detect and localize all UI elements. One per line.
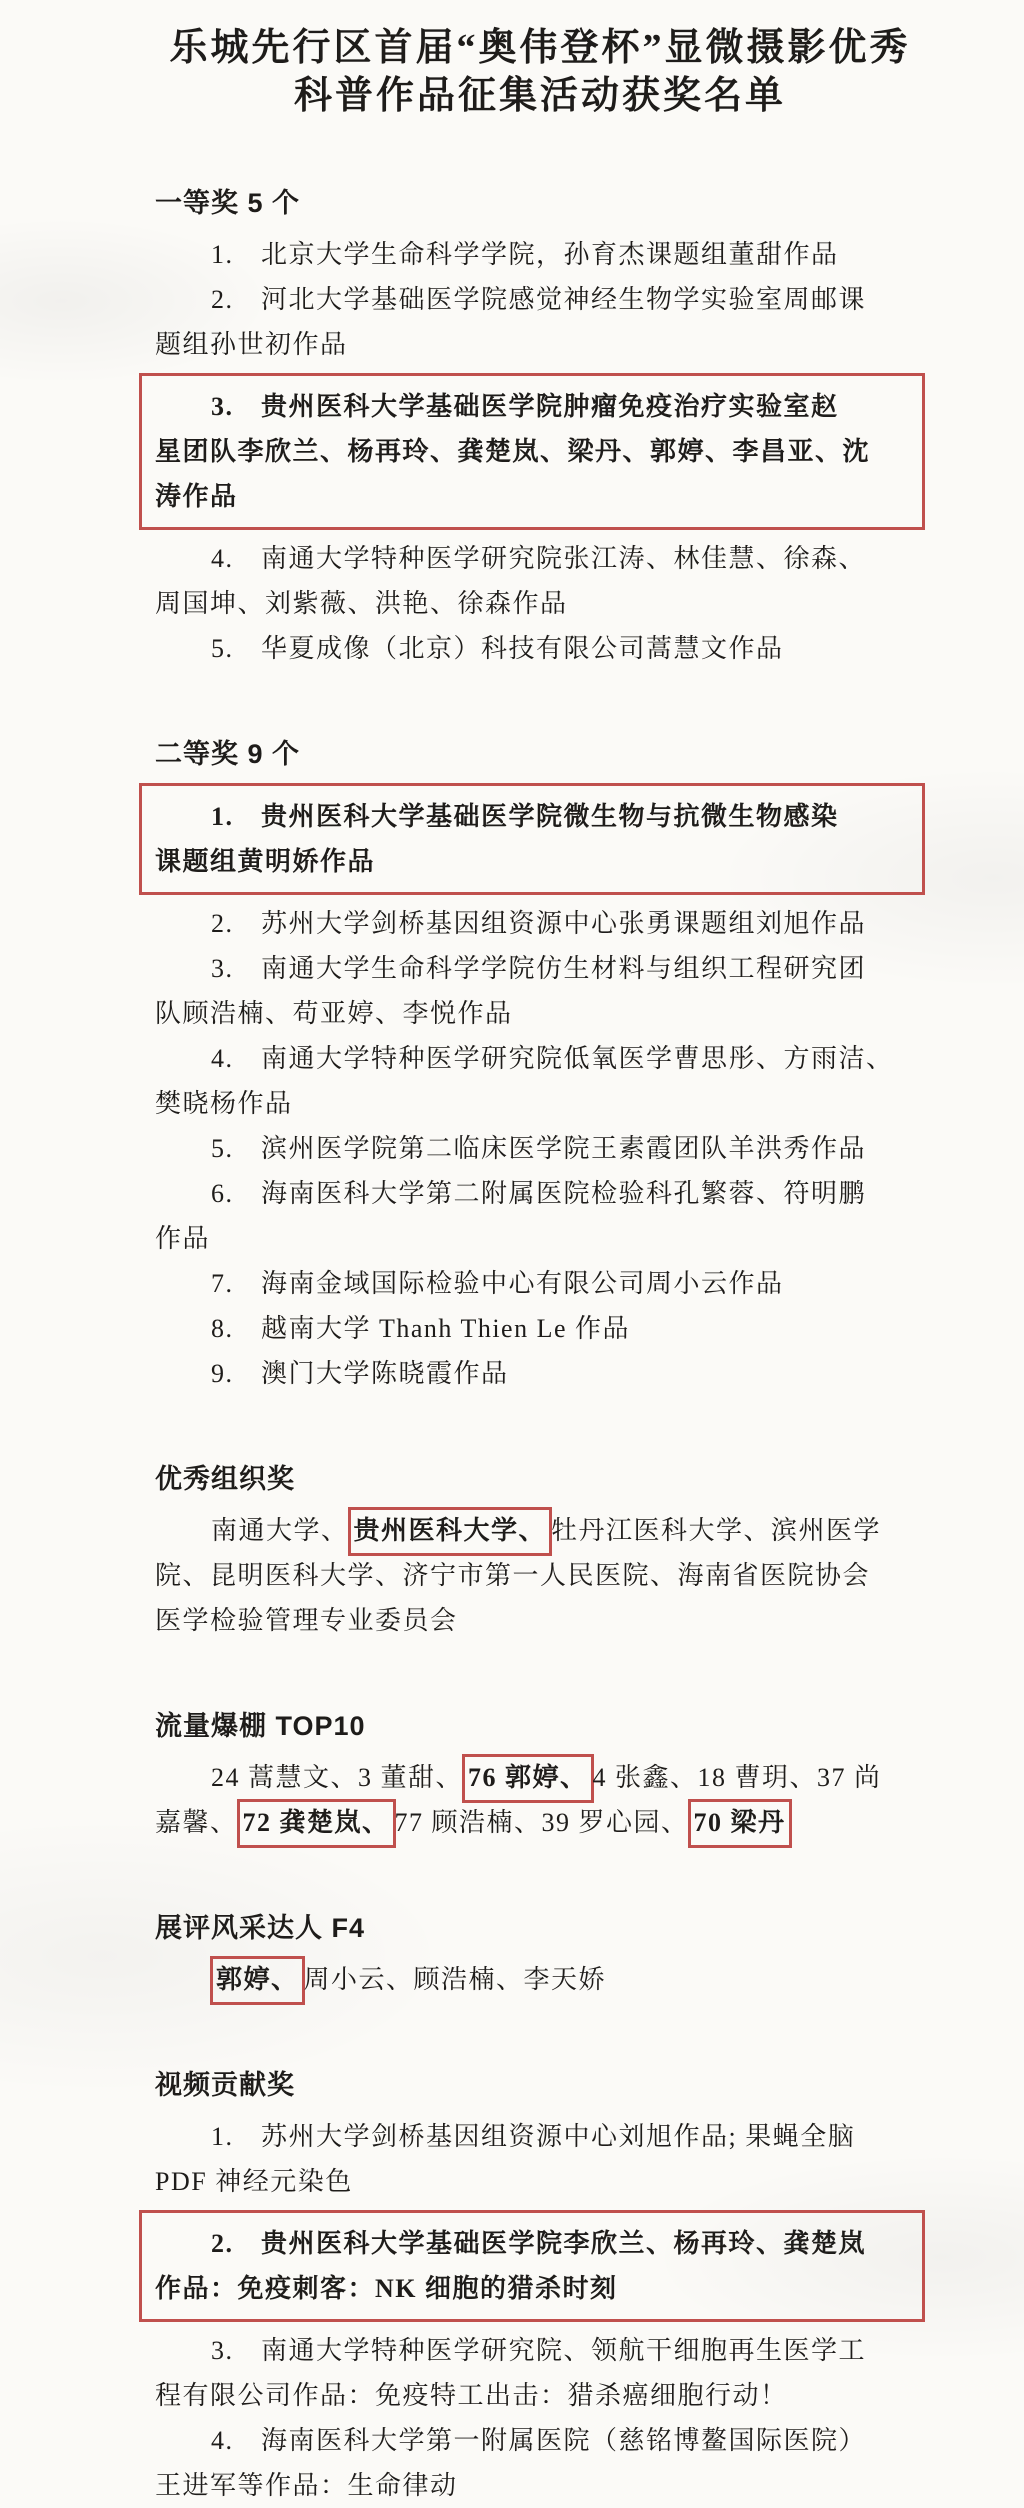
text-segment: 樊晓杨作品 bbox=[155, 1089, 293, 1118]
text-line bbox=[155, 626, 925, 671]
section-heading: 优秀组织奖 bbox=[155, 1464, 295, 1494]
highlight-span: 72 龚楚岚、 bbox=[237, 1799, 396, 1848]
highlight-box bbox=[139, 783, 925, 895]
text-line bbox=[155, 839, 922, 884]
text-line bbox=[155, 1957, 925, 2002]
highlight-span: 76 郭婷、 bbox=[462, 1754, 594, 1803]
text-segment: 作品 bbox=[155, 1224, 211, 1253]
text-line bbox=[155, 2418, 925, 2463]
text-segment: 涛作品 bbox=[155, 482, 238, 511]
highlight-span: 贵州医科大学、 bbox=[348, 1507, 553, 1556]
text-segment: 嘉馨、 bbox=[155, 1808, 238, 1837]
award-section bbox=[155, 1905, 925, 2002]
text-line bbox=[155, 474, 922, 519]
text-line bbox=[155, 2266, 922, 2311]
text-segment: 9. 澳门大学陈晓霞作品 bbox=[211, 1359, 509, 1388]
text-segment: 2. 贵州医科大学基础医学院李欣兰、杨再玲、龚楚岚 bbox=[211, 2229, 867, 2258]
text-segment: 作品：免疫刺客：NK 细胞的猎杀时刻 bbox=[155, 2274, 618, 2303]
text-line bbox=[155, 232, 925, 277]
text-segment: 5. 滨州医学院第二临床医学院王素霞团队羊洪秀作品 bbox=[211, 1134, 867, 1163]
text-line bbox=[155, 2373, 925, 2418]
text-segment: 程有限公司作品：免疫特工出击：猎杀癌细胞行动！ bbox=[155, 2381, 788, 2410]
text-line bbox=[155, 2221, 922, 2266]
text-line bbox=[155, 1508, 925, 1553]
text-segment: 5. 华夏成像（北京）科技有限公司蒿慧文作品 bbox=[211, 634, 784, 663]
text-segment: 3. 南通大学特种医学研究院、领航干细胞再生医学工 bbox=[211, 2336, 867, 2365]
text-segment: 3. 南通大学生命科学学院仿生材料与组织工程研究团 bbox=[211, 954, 867, 983]
text-line bbox=[155, 1755, 925, 1800]
award-section bbox=[155, 1456, 925, 1643]
text-line bbox=[155, 946, 925, 991]
text-line bbox=[155, 322, 925, 367]
text-segment: 王进军等作品：生命律动 bbox=[155, 2471, 458, 2500]
text-segment: 8. 越南大学 Thanh Thien Le 作品 bbox=[211, 1314, 631, 1343]
text-segment: 医学检验管理专业委员会 bbox=[155, 1606, 458, 1635]
text-segment: 4 张鑫、18 曹玥、37 尚 bbox=[592, 1763, 882, 1792]
document-title-line: 科普作品征集活动获奖名单 bbox=[293, 75, 786, 117]
text-line bbox=[155, 277, 925, 322]
award-section bbox=[155, 1703, 925, 1845]
text-line bbox=[155, 1081, 925, 1126]
text-line bbox=[155, 1216, 925, 1261]
text-line bbox=[155, 1598, 925, 1643]
document-title-line: 乐城先行区首届“奥伟登杯”显微摄影优秀 bbox=[169, 27, 911, 69]
award-section bbox=[155, 731, 925, 1396]
section-heading: 视频贡献奖 bbox=[155, 2070, 295, 2100]
text-line bbox=[155, 991, 925, 1036]
text-segment: 院、昆明医科大学、济宁市第一人民医院、海南省医院协会 bbox=[155, 1561, 871, 1590]
text-segment: 24 蒿慧文、3 董甜、 bbox=[211, 1763, 464, 1792]
highlight-span: 70 梁丹 bbox=[688, 1799, 792, 1848]
text-segment: 课题组黄明娇作品 bbox=[155, 847, 376, 876]
text-segment: PDF 神经元染色 bbox=[155, 2167, 353, 2196]
text-segment: 2. 苏州大学剑桥基因组资源中心张勇课题组刘旭作品 bbox=[211, 909, 867, 938]
text-segment: 3. 贵州医科大学基础医学院肿瘤免疫治疗实验室赵 bbox=[211, 392, 839, 421]
text-line bbox=[155, 2159, 925, 2204]
text-segment: 1. 贵州医科大学基础医学院微生物与抗微生物感染 bbox=[211, 802, 839, 831]
text-segment: 4. 海南医科大学第一附属医院（慈铭博鳌国际医院） bbox=[211, 2426, 867, 2455]
text-segment: 2. 河北大学基础医学院感觉神经生物学实验室周邮课 bbox=[211, 285, 867, 314]
award-section bbox=[155, 180, 925, 671]
text-segment: 7. 海南金域国际检验中心有限公司周小云作品 bbox=[211, 1269, 784, 1298]
text-segment: 题组孙世初作品 bbox=[155, 330, 348, 359]
text-segment: 1. 北京大学生命科学学院，孙育杰课题组董甜作品 bbox=[211, 240, 839, 269]
section-heading: 流量爆棚 TOP10 bbox=[155, 1711, 366, 1741]
text-segment: 周国坤、刘紫薇、洪艳、徐森作品 bbox=[155, 589, 568, 618]
text-line bbox=[155, 1261, 925, 1306]
text-line bbox=[155, 1553, 925, 1598]
text-segment: 队顾浩楠、苟亚婷、李悦作品 bbox=[155, 999, 513, 1028]
text-line bbox=[155, 2463, 925, 2508]
text-segment: 周小云、顾浩楠、李天娇 bbox=[303, 1965, 607, 1994]
text-line bbox=[155, 2114, 925, 2159]
text-line bbox=[155, 384, 922, 429]
highlight-box bbox=[139, 2210, 925, 2322]
award-section bbox=[155, 2062, 925, 2508]
text-line bbox=[155, 429, 922, 474]
text-line bbox=[155, 1126, 925, 1171]
text-line bbox=[155, 1800, 925, 1845]
text-segment: 牡丹江医科大学、滨州医学 bbox=[551, 1516, 882, 1545]
text-line bbox=[155, 794, 922, 839]
section-heading: 一等奖 5 个 bbox=[155, 188, 301, 218]
text-line bbox=[155, 2328, 925, 2373]
text-segment: 1. 苏州大学剑桥基因组资源中心刘旭作品; 果蝇全脑 bbox=[211, 2122, 856, 2151]
document-title bbox=[115, 24, 965, 120]
text-segment: 星团队李欣兰、杨再玲、龚楚岚、梁丹、郭婷、李昌亚、沈 bbox=[155, 437, 871, 466]
section-heading: 二等奖 9 个 bbox=[155, 739, 301, 769]
text-line bbox=[155, 536, 925, 581]
text-segment: 4. 南通大学特种医学研究院低氧医学曹思彤、方雨洁、 bbox=[211, 1044, 894, 1073]
section-heading: 展评风采达人 F4 bbox=[155, 1913, 366, 1943]
award-sections bbox=[155, 180, 925, 2508]
text-line bbox=[155, 1351, 925, 1396]
highlight-span: 郭婷、 bbox=[210, 1956, 305, 2005]
text-line bbox=[155, 1171, 925, 1216]
text-line bbox=[155, 1036, 925, 1081]
text-segment: 4. 南通大学特种医学研究院张江涛、林佳慧、徐森、 bbox=[211, 544, 867, 573]
text-segment: 6. 海南医科大学第二附属医院检验科孔繁蓉、符明鹏 bbox=[211, 1179, 867, 1208]
text-line bbox=[155, 901, 925, 946]
text-segment: 南通大学、 bbox=[211, 1516, 349, 1545]
text-segment: 77 顾浩楠、39 罗心园、 bbox=[394, 1808, 689, 1837]
text-line bbox=[155, 581, 925, 626]
highlight-box bbox=[139, 373, 925, 530]
text-line bbox=[155, 1306, 925, 1351]
